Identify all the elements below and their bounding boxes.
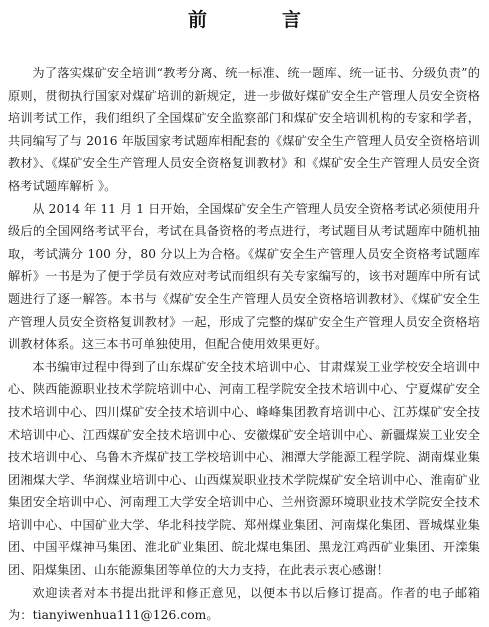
- page-title: 前 言: [187, 9, 329, 31]
- paragraph-purpose: 为了落实煤矿安全培训“教考分离、统一标准、统一题库、统一证书、分级负责”的原则，贯彻执行国家对煤矿培训的新规定，进一步做好煤矿安全生产管理人员安全资格培训考试工作，我们组织了全国煤矿安全监察部门和煤矿安全培训机构的专家和学者，共同编写了与 2016 年版国家考试题库相配套的《煤矿安全生产管理人员安全资格培训教材》、《煤矿安全生产管理人员安全资格复训教材》和《煤矿安全生产管理人员安全资格考试题库解析 》。: [8, 66, 480, 193]
- preface-body: [8, 62, 480, 627]
- paragraph-acknowledgements: 本书编审过程中得到了山东煤矿安全技术培训中心、甘肃煤炭工业学校安全培训中心、陕西能源职业技术学院培训中心、河南工程学院安全技术培训中心、宁夏煤矿安全技术培训中心、四川煤矿安全技术培训中心、峰峰集团教育培训中心、江苏煤矿安全技术培训中心、江西煤矿安全技术培训中心、安徽煤矿安全培训中心、新疆煤炭工业安全技术培训中心、乌鲁木齐煤矿技工学校培训中心、湘潭大学能源工程学院、湖南煤业集团湘煤大学、华润煤业培训中心、山西煤炭职业技术学院煤矿安全培训中心、淮南矿业集团安全培训中心、河南理工大学安全培训中心、兰州资源环境职业技术学院安全技术培训中心、中国矿业大学、华北科技学院、郑州煤业集团、河南煤化集团、晋城煤业集团、中国平煤神马集团、淮北矿业集团、皖北煤电集团、黑龙江鸡西矿业集团、开滦集团、阳煤集团、山东能源集团等单位的大力支持，在此表示衷心感谢！: [8, 359, 480, 578]
- paragraph-feedback-contact: 欢迎读者对本书提出批评和修正意见，以便本书以后修订提高。作者的电子邮箱为：tianyiwenhua111@126.com。: [8, 585, 480, 623]
- paragraph-exam-info: 从 2014 年 11 月 1 日开始，全国煤矿安全生产管理人员安全资格考试必须使用升级后的全国网络考试平台，考试在具备资格的考点进行，考试题目从考试题库中随机抽取，考试满分 100 分，80 分以上为合格。《煤矿安全生产管理人员安全资格考试题库解析》一书是为了便于学员有效应对考试而组织有关专家编写的，该书对题库中所有试题进行了逐一解答。本书与《煤矿安全生产管理人员安全资格培训教材》、《煤矿安全生产管理人员安全资格复训教材》一起，形成了完整的煤矿安全生产管理人员安全资格培训教材体系。这三本书可单独使用，但配合使用效果更好。: [8, 201, 480, 352]
